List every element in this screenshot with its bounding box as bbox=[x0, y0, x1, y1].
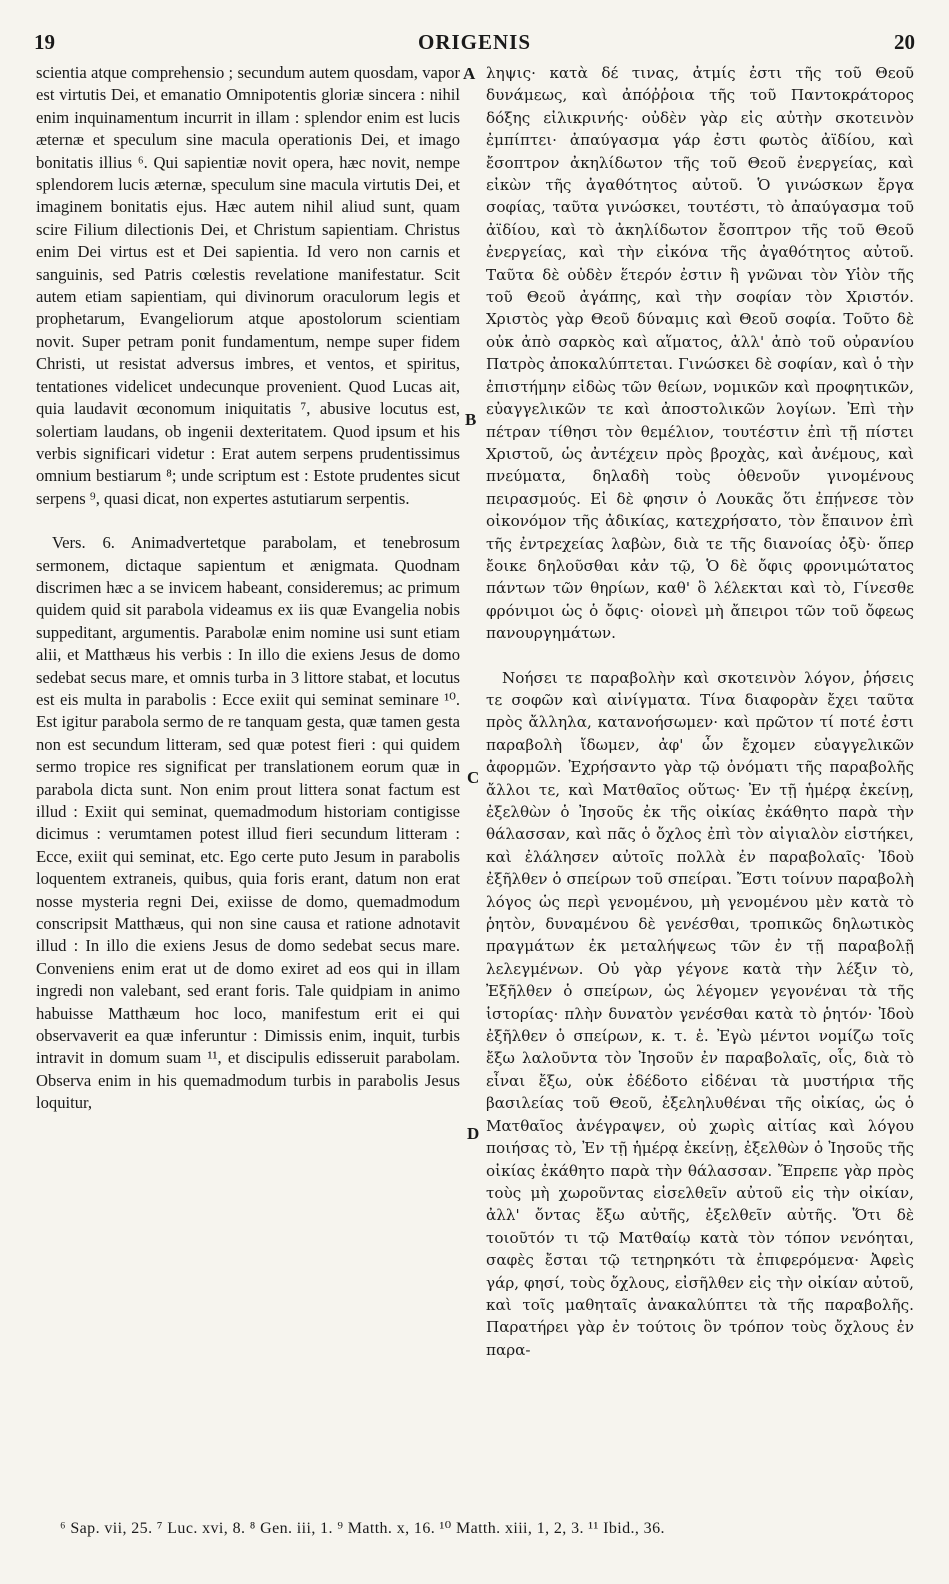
footnotes: ⁶ Sap. vii, 25. ⁷ Luc. xvi, 8. ⁸ Gen. iii, 1. ⁹ Matth. x, 16. ¹⁰ Matth. xiii, 1, 2, 3. ¹¹ Ibid., 36. bbox=[60, 1520, 665, 1537]
page-number-left: 19 bbox=[34, 30, 55, 54]
margin-marker-b: B bbox=[465, 410, 477, 429]
page-number-right: 20 bbox=[894, 30, 915, 54]
margin-marker-c: C bbox=[467, 768, 480, 787]
latin-paragraph-2: Vers. 6. Animadvertetque parabolam, et tenebrosum sermonem, dictaque sapientum et ænigmata. Quodnam discrimen hæc a se invicem habeant, consideremus; ac primum quidem quid sit parabola videamus ex iis quæ Evangelia nobis suppeditant, argumentis. Parabolæ enim nomine usi sunt etiam alii, et Matthæus his verbis : In illo die exiens Jesus de domo sedebat secus mare, et omnis turba in 3 littore stabat, et locutus est eis multa in parabolis : Ecce exiit qui seminat seminare ¹⁰. Est igitur parabola sermo de re tanquam gesta, quæ tamen gesta non est secundum litteram, sed quæ potest fieri : qui quidem sermo tropice res significat per translationem eorum quæ in parabola dicta sunt. Non enim prout littera sonat factum est illud : Exiit qui seminat, quemadmodum historiam contigisse dicimus : verumtamen potest illud fieri secundum litteram : Ecce, exiit qui seminat, etc. Ego certe puto Jesum in parabolis loquentem extraneis, quibus, quia foris erant, datum non erat nosse mysteria regni Dei, exiisse de domo, quemadmodum conscripsit Matthæus, qui non sine causa et ratione adnotavit illud : In illo die exiens Jesus de domo sedebat secus mare. Conveniens enim erat ut de domo exiret ad eos qui in illam ingredi non valebant, sed erant foris. Tale quidpiam in animo habuisse Matthæum hoc loco, manifestum erit ei qui observaverit ea quæ inferuntur : Dimissis enim, inquit, turbis intravit in domum suam ¹¹, et discipulis edisseruit parabolam. Observa enim in his quemadmodum turbis in parabolis Jesus loquitur, bbox=[36, 533, 460, 1113]
greek-paragraph-2: Νοήσει τε παραβολὴν καὶ σκοτεινὸν λόγον, ῥήσεις τε σοφῶν καὶ αἰνίγματα. Τίνα διαφορὰν ἔχει ταῦτα πρὸς ἄλληλα, κατανοήσωμεν· καὶ πρῶτον τί ποτέ ἐστι παραβολὴ ἴδωμεν, ἀφ' ὧν ἔχομεν εὐαγγελικῶν ἀφορμῶν. Ἐχρήσαντο γὰρ τῷ ὀνόματι τῆς παραβολῆς ἄλλοι τε, καὶ Ματθαῖος οὕτως· Ἐν τῇ ἡμέρᾳ ἐκείνῃ, ἐξελθὼν ὁ Ἰησοῦς ἐκ τῆς οἰκίας ἐκάθητο παρὰ τὴν θάλασσαν, καὶ πᾶς ὁ ὄχλος ἐπὶ τὸν αἰγιαλὸν εἱστήκει, καὶ ἐλάλησεν αὐτοῖς πολλὰ ἐν παραβολαῖς· Ἰδοὺ ἐξῆλθεν ὁ σπείρων τοῦ σπείραι. Ἔστι τοίνυν παραβολὴ λόγος ὡς περὶ γενομένου, μὴ γενομένου μὲν κατὰ τὸ ῥητὸν, δυναμένου δὲ γενέσθαι, τροπικῶς δηλωτικὸς πραγμάτων ἐκ μεταλήψεως τῶν ἐν τῇ παραβολῇ λελεγμένων. Οὐ γὰρ γέγονε κατὰ τὴν λέξιν τὸ, Ἐξῆλθεν ὁ σπείρων, ὡς λέγομεν γεγονέναι τὰ τῆς ἱστορίας· πλὴν δυνατὸν γενέσθαι κατὰ τὸ ῥητόν· Ἰδοὺ ἐξῆλθεν ὁ σπείρων, κ. τ. ἑ. Ἐγὼ μέντοι νομίζω τοῖς ἔξω λαλοῦντα τὸν Ἰησοῦν ἐν παραβολαῖς, οἷς, διὰ τὸ εἶναι ἔξω, οὐκ ἐδέδοτο εἰδέναι τὰ μυστήρια τῆς βασιλείας τοῦ Θεοῦ, ἐξεληλυθέναι τῆς οἰκίας, ὡς ὁ Ματθαῖος ἀνέγραψεν, οὐ χωρὶς αἰτίας καὶ λόγου ποιήσας τὸ, Ἐν τῇ ἡμέρᾳ ἐκείνῃ, ἐξελθὼν ὁ Ἰησοῦς τῆς οἰκίας ἐκάθητο παρὰ τὴν θάλασσαν. Ἔπρεπε γὰρ πρὸς τοὺς μὴ χωροῦντας εἰσελθεῖν αὐτοῦ εἰς τὴν οἰκίαν, ἀλλ' ὄντας ἔξω αὐτῆς, ἐξελθεῖν αὐτῆς. Ὅτι δὲ τοιοῦτόν τι τῷ Ματθαίῳ κατὰ τὸν τόπον νενόηται, σαφὲς ἔσται τῷ τετηρηκότι τὰ ἐπιφερόμενα· Ἀφεὶς γάρ, φησί, τοὺς ὄχλους, εἰσῆλθεν εἰς τὴν οἰκίαν αὐτοῦ, καὶ τοῖς μαθηταῖς ἀνακαλύπτει τὰ τῆς παραβολῆς. Παρατήρει γὰρ ἐν τούτοις ὃν τρόπον τοὺς ὄχλους ἐν παρα- bbox=[486, 668, 914, 1359]
latin-column bbox=[36, 62, 460, 1502]
running-header bbox=[34, 30, 915, 62]
latin-paragraph-1: scientia atque comprehensio ; secundum autem quosdam, vapor est virtutis Dei, et emanatio Omnipotentis gloriæ sincera : nihil enim inquinamentum incurrit in illam : splendor enim est lucis æternæ et speculum sine macula operationis Dei, et imago bonitatis illius ⁶. Qui sapientiæ novit opera, hæc novit, nempe splendorem lucis æternæ, speculum sine macula virtutis Dei, et imaginem bonitatis ejus. Hæc autem nihil aliud sunt, quam scire Filium dilectionis Dei, et Christum sapientiam. Christus enim Dei virtus est et Dei sapientia. Id vero non carnis et sanguinis, sed Patris cœlestis revelatione manifestatur. Scit autem etiam sapientiam, qui divinorum oraculorum legis et prophetarum, Evangeliorum atque apostolorum scientiam novit. Super petram ponit fundamentum, nempe super fidem Christi, ut resistat adversus imbres, et ventos, et spiritus, tentationes videlicet undecunque provenient. Quod Lucas ait, quia laudavit œconomum iniquitatis ⁷, abusive locutus est, solertiam laudans, ob ingenii dexteritatem. Quod ipsum et his verbis significari videtur : Erat autem serpens prudentissimus omnium bestiarum ⁸; unde scriptum est : Estote prudentes sicut serpens ⁹, quasi dicat, non expertes astutiarum serpentis. bbox=[36, 63, 460, 508]
greek-paragraph-1: ληψις· κατὰ δέ τινας, ἀτμίς ἐστι τῆς τοῦ Θεοῦ δυνάμεως, καὶ ἀπόῤῥοια τῆς τοῦ Παντοκράτορος δόξης εἰλικρινής· οὐδὲν γὰρ εἰς αὐτὴν σκοτεινὸν ἐμπίπτει· ἀπαύγασμα γάρ ἐστι φωτὸς ἀϊδίου, καὶ ἔσοπτρον ἀκηλίδωτον τῆς τοῦ Θεοῦ ἐνεργείας, καὶ εἰκὼν τῆς ἀγαθότητος αὐτοῦ. Ὁ γινώσκων ἔργα σοφίας, ταῦτα γινώσκει, τουτέστι, τὸ ἀπαύγασμα τοῦ ἀϊδίου, καὶ τὸ ἀκηλίδωτον ἔσοπτρον τῆς τοῦ Θεοῦ ἐνεργείας, καὶ τὴν εἰκόνα τῆς ἀγαθότητος αὐτοῦ. Ταῦτα δὲ οὐδὲν ἕτερόν ἐστιν ἢ γνῶναι τὸν Υἱὸν τῆς τοῦ Θεοῦ ἀγάπης, καὶ τὴν σοφίαν τὸν Χριστόν. Χριστὸς γὰρ Θεοῦ δύναμις καὶ Θεοῦ σοφία. Τοῦτο δὲ οὐκ ἀπὸ σαρκὸς καὶ αἵματος, ἀλλ' ἀπὸ τοῦ οὐρανίου Πατρὸς ἀποκαλύπτεται. Γινώσκει δὲ σοφίαν, καὶ ὁ τὴν ἐπιστήμην εἰδὼς τῶν θείων, νομικῶν καὶ προφητικῶν, εὐαγγελικῶν τε καὶ ἀποστολικῶν λογίων. Ἐπὶ τὴν πέτραν τίθησι τὸν θεμέλιον, τουτέστιν ἐπὶ τῇ πίστει Χριστοῦ, ὡς ἀντέχειν πρὸς βροχὰς, καὶ ἀνέμους, καὶ πνεύματα, δηλαδὴ τοὺς ὁθενοῦν γινομένους πειρασμούς. Εἰ δὲ φησιν ὁ Λουκᾶς ὅτι ἐπῄνεσε τὸν οἰκονόμον τῆς ἀδικίας, κατεχρήσατο, τὸν ἔπαινον ἐπὶ τῆς ἐντρεχείας λαβὼν, διὰ τε τῆς διανοίας ὀξὺ· ὅπερ ἔοικε δηλοῦσθαι κἀν τῷ, Ὁ δὲ ὄφις φρονιμώτατος πάντων τῶν θηρίων, καθ' ὃ λέλεκται καὶ τὸ, Γίνεσθε φρόνιμοι ὡς ὁ ὄφις· οἱονεὶ μὴ ἄπειροι τῶν τοῦ ὄφεως πανουργημάτων. bbox=[486, 64, 914, 643]
margin-marker-d: D bbox=[467, 1124, 480, 1143]
margin-marker-a: A bbox=[463, 64, 476, 83]
page-title: ORIGENIS bbox=[417, 30, 532, 54]
greek-column bbox=[486, 62, 914, 1502]
